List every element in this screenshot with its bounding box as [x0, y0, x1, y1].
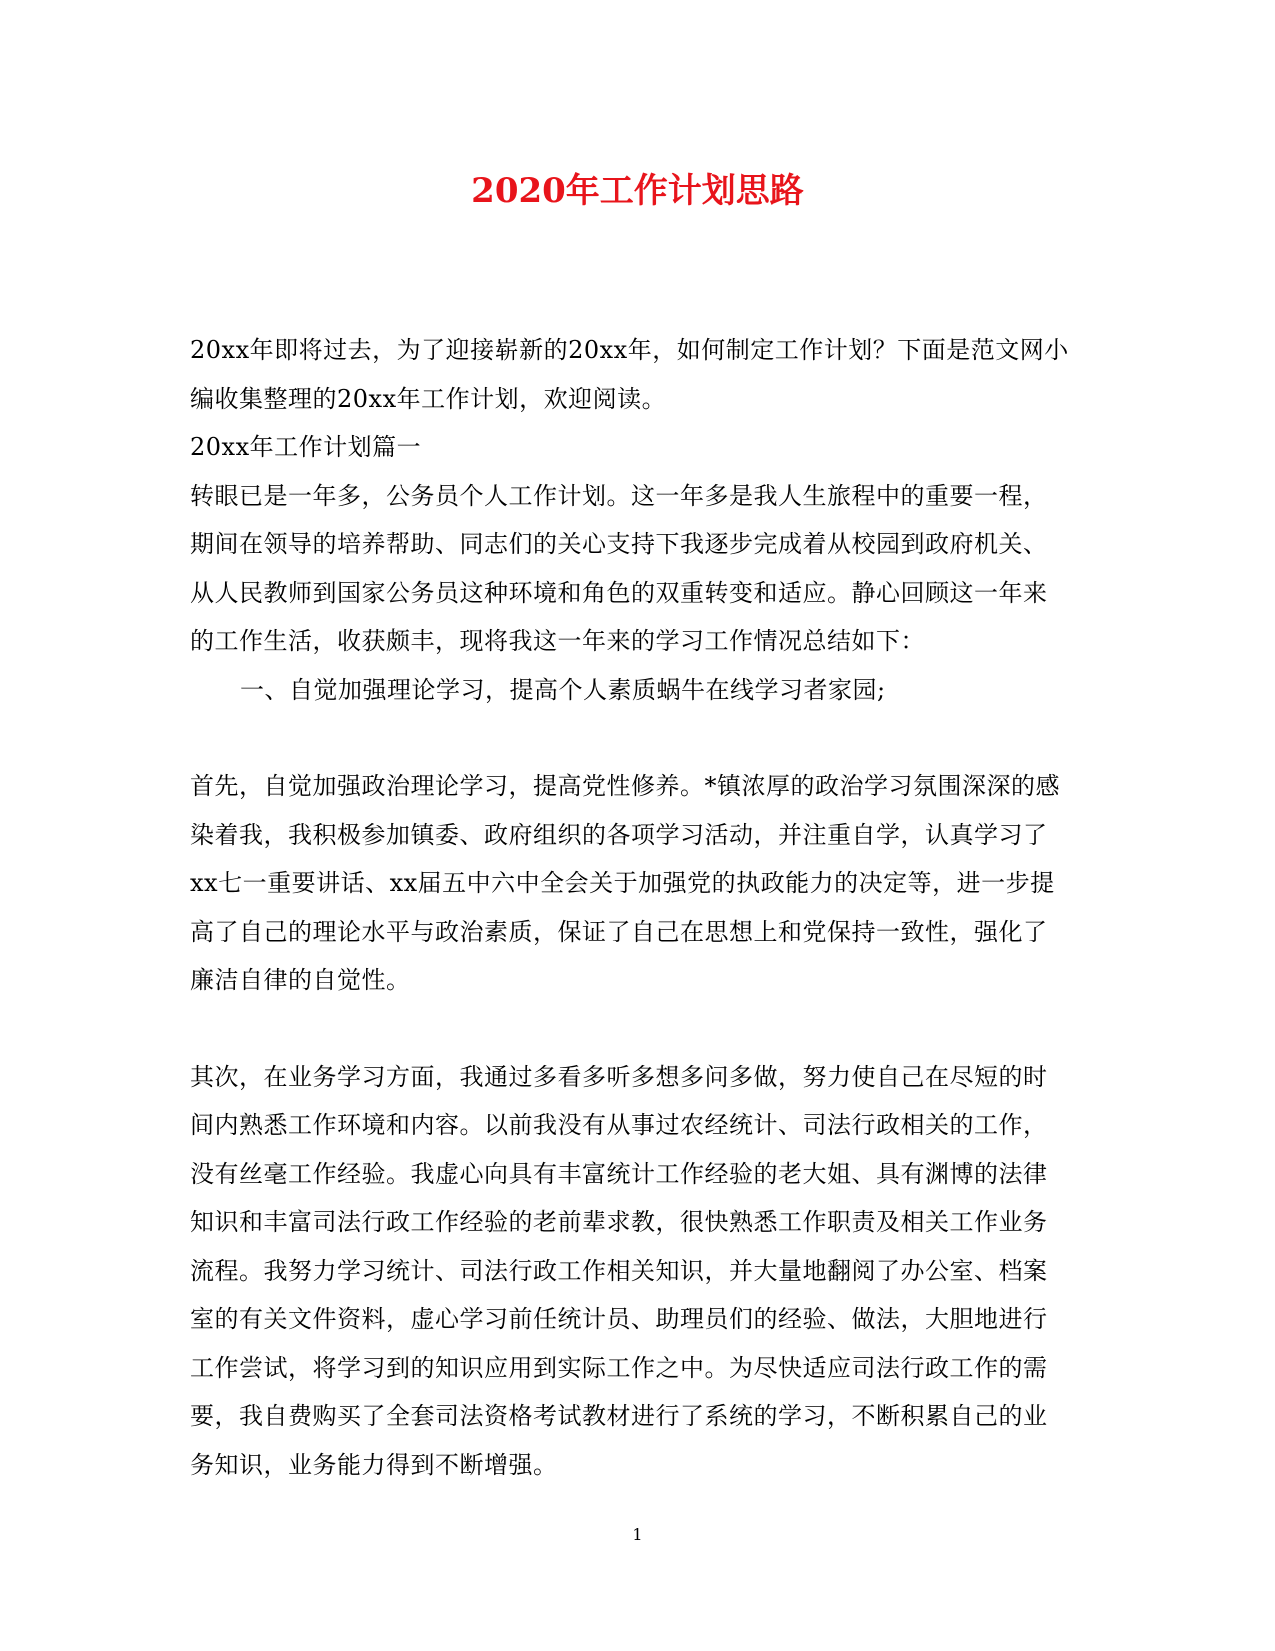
summary-paragraph: 转眼已是一年多，公务员个人工作计划。这一年多是我人生旅程中的重要一程，期间在领导的培养帮助、同志们的关心支持下我逐步完成着从校园到政府机关、从人民教师到国家公务员这种环境和角色的双重转变和适应。静心回顾这一年来的工作生活，收获颇丰，现将我这一年来的学习工作情况总结如下： [190, 481, 1048, 655]
political-study-paragraph: 首先，自觉加强政治理论学习，提高党性修养。*镇浓厚的政治学习氛围深深的感染着我，我积极参加镇委、政府组织的各项学习活动，并注重自学，认真学习了xx七一重要讲话、xx届五中六中全会关于加强党的执政能力的决定等，进一步提高了自己的理论水平与政治素质，保证了自己在思想上和党保持一致性，强化了廉洁自律的自觉性。 [190, 772, 1060, 994]
subheading-theory-study: 一、自觉加强理论学习，提高个人素质蜗牛在线学习者家园; [240, 675, 886, 704]
section-heading: 20xx年工作计划篇一 [190, 433, 422, 461]
intro-paragraph: 20xx年即将过去，为了迎接崭新的20xx年，如何制定工作计划？下面是范文网小编收集整理的20xx年工作计划，欢迎阅读。 [190, 336, 1069, 413]
page-number: 1 [632, 1525, 643, 1544]
document-body [190, 326, 1070, 1489]
business-study-paragraph: 其次，在业务学习方面，我通过多看多听多想多问多做，努力使自己在尽短的时间内熟悉工作环境和内容。以前我没有从事过农经统计、司法行政相关的工作，没有丝毫工作经验。我虚心向具有丰富统计工作经验的老大姐、具有渊博的法律知识和丰富司法行政工作经验的老前辈求教，很快熟悉工作职责及相关工作业务流程。我努力学习统计、司法行政工作相关知识，并大量地翻阅了办公室、档案室的有关文件资料，虚心学习前任统计员、助理员们的经验、做法，大胆地进行工作尝试，将学习到的知识应用到实际工作之中。为尽快适应司法行政工作的需要，我自费购买了全套司法资格考试教材进行了系统的学习，不断积累自己的业务知识，业务能力得到不断增强。 [190, 1062, 1048, 1479]
document-title: 2020年工作计划思路 [471, 171, 804, 211]
